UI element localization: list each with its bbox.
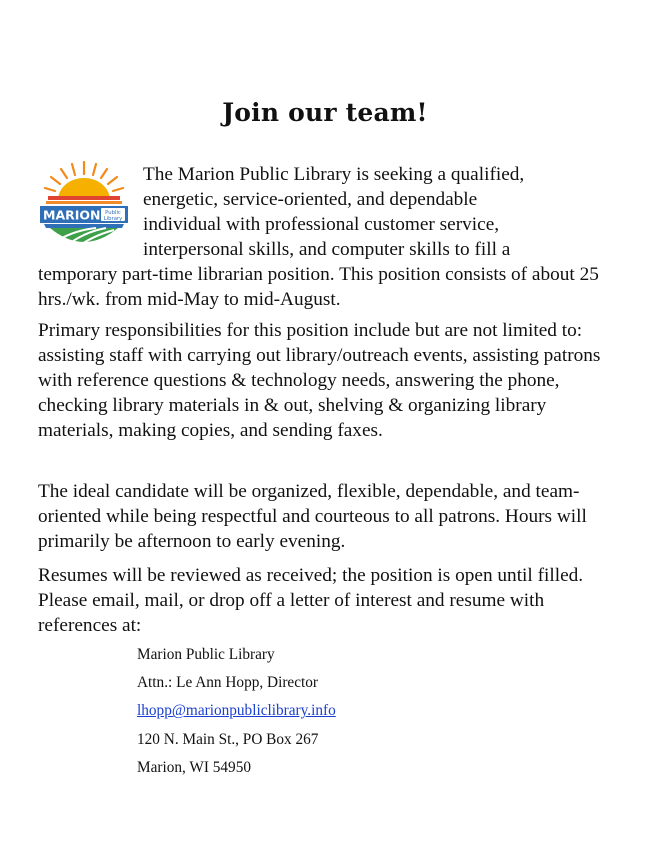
contact-attn: Attn.: Le Ann Hopp, Director [137, 674, 318, 692]
contact-address: 120 N. Main St., PO Box 267 [137, 730, 319, 748]
ideal-candidate-paragraph: The ideal candidate will be organized, flexible, dependable, and team-oriented while being respectful and courteous to all patrons. Hours will primarily be afternoon to early evening. [38, 481, 587, 552]
intro-paragraph [38, 162, 618, 312]
logo-sub-text-1: Public [105, 210, 121, 216]
application-instructions-paragraph: Resumes will be reviewed as received; the position is open until filled. Please email, mail, or drop off a letter of interest and resume with references at: [38, 565, 584, 636]
intro-paragraph-rest: temporary part-time librarian position. This position consists of about 25 hrs./wk. from mid-May to mid-August. [38, 264, 599, 310]
intro-line: energetic, service-oriented, and dependable [143, 189, 478, 210]
contact-email-link[interactable]: lhopp@marionpubliclibrary.info [137, 702, 336, 720]
contact-org: Marion Public Library [137, 646, 275, 663]
intro-line: The Marion Public Library is seeking a qualified, [143, 164, 525, 185]
responsibilities-paragraph: Primary responsibilities for this position include but are not limited to: assisting staff with carrying out library/outreach events, assisting patrons with reference questions & technology needs, answering the phone, checking library materials in & out, shelving & organizing library materials, making copies, and sending faxes. [38, 320, 601, 441]
page-title: Join our team! [222, 98, 428, 127]
logo-sub-text-2: Library [103, 216, 123, 222]
contact-city: Marion, WI 54950 [137, 758, 252, 776]
intro-line: interpersonal skills, and computer skills to fill a [143, 239, 511, 260]
intro-line: individual with professional customer service, [143, 214, 500, 235]
contact-block [137, 641, 336, 782]
logo-brand-text: MARION [43, 207, 101, 223]
